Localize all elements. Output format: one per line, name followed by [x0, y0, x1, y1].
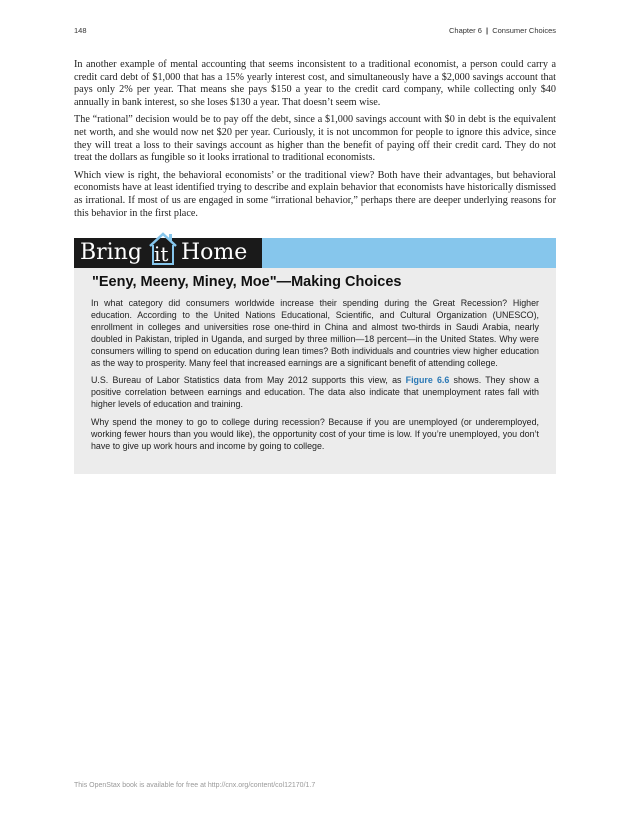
page-header [74, 26, 556, 38]
page-number: 148 [74, 26, 87, 35]
header-separator: | [486, 26, 489, 35]
bring-it-home-logo [74, 238, 262, 268]
logo-word-home: Home [181, 240, 248, 265]
feature-paragraph-1: In what category did consumers worldwide increase their spending during the Great Recession? Higher education. According to the United Nations Educational, Scientific, and Cultural Organization (UNESCO), enrollment in colleges and universities rose one-third in China and almost two-thirds in Saudi Arabia, nearly doubled in Pakistan, tripled in Uganda, and surged by three million—18 percent—in the United States. Why were consumers willing to spend on education during lean times? Both individuals and countries view higher education as the way to prosperity. Many feel that increased earnings are a significant benefit of attending college. [91, 298, 539, 368]
page-footer: This OpenStax book is available for free at http://cnx.org/content/col12170/1.7 [74, 782, 316, 789]
feature-body [91, 298, 539, 459]
body-paragraph-2: The “rational” decision would be to pay off the debt, since a $1,000 savings account with $0 in debt is the equivalent net worth, and she would now net $20 per year. Curiously, it is not uncommon for people to ignore this advice, since they will treat a loss to their savings account as higher than the benefit of paying off their credit card. They do not treat the dollars as fungible so it looks irrational to traditional economists. [74, 114, 556, 164]
chapter-label: Chapter 6 [448, 26, 482, 35]
running-head [449, 26, 556, 35]
chapter-title: Consumer Choices [492, 26, 556, 35]
logo-word-bring: Bring [80, 240, 142, 265]
body-paragraph-1: In another example of mental accounting that seems inconsistent to a traditional economist, a person could carry a credit card debt of $1,000 that has a 15% yearly interest cost, and simultaneously have a $2,000 savings account that pays only 2% per year. That means she pays $150 a year to the credit card company, while collecting only $40 annually in bank interest, so she loses $130 a year. That doesn’t seem wise. [74, 59, 556, 108]
feature-title: "Eeny, Meeny, Miney, Moe"—Making Choices [92, 274, 402, 290]
bring-it-home-feature [74, 238, 556, 474]
feature-paragraph-3: Why spend the money to go to college during recession? Because if you are unemployed (or underemployed, working fewer hours than you would like), the opportunity cost of your time is low. If you’re unemployed, you don’t have to give up work hours and income by going to college. [91, 417, 539, 451]
feature-banner [74, 238, 556, 268]
body-text [74, 59, 556, 225]
feature-paragraph-2 [91, 375, 539, 411]
feature-paragraph-2-tail: shows. They show a positive correlation between earnings and education. The data also indicate that unemployment rates fall with higher levels of education and training. [91, 375, 539, 410]
feature-paragraph-2-lead: U.S. Bureau of Labor Statistics data from May 2012 supports this view, as [91, 375, 406, 386]
logo-word-it: it [154, 242, 169, 266]
figure-6-6-link[interactable]: Figure 6.6 [405, 375, 450, 386]
body-paragraph-3: Which view is right, the behavioral economists’ or the traditional view? Both have their advantages, but behavioral economists have at least identified trying to describe and explain behavior that economists have historically dismissed as irrational. If most of us are engaged in some “irrational behavior,” perhaps there are deeper underlying reasons for this behavior in the first place. [74, 169, 556, 219]
